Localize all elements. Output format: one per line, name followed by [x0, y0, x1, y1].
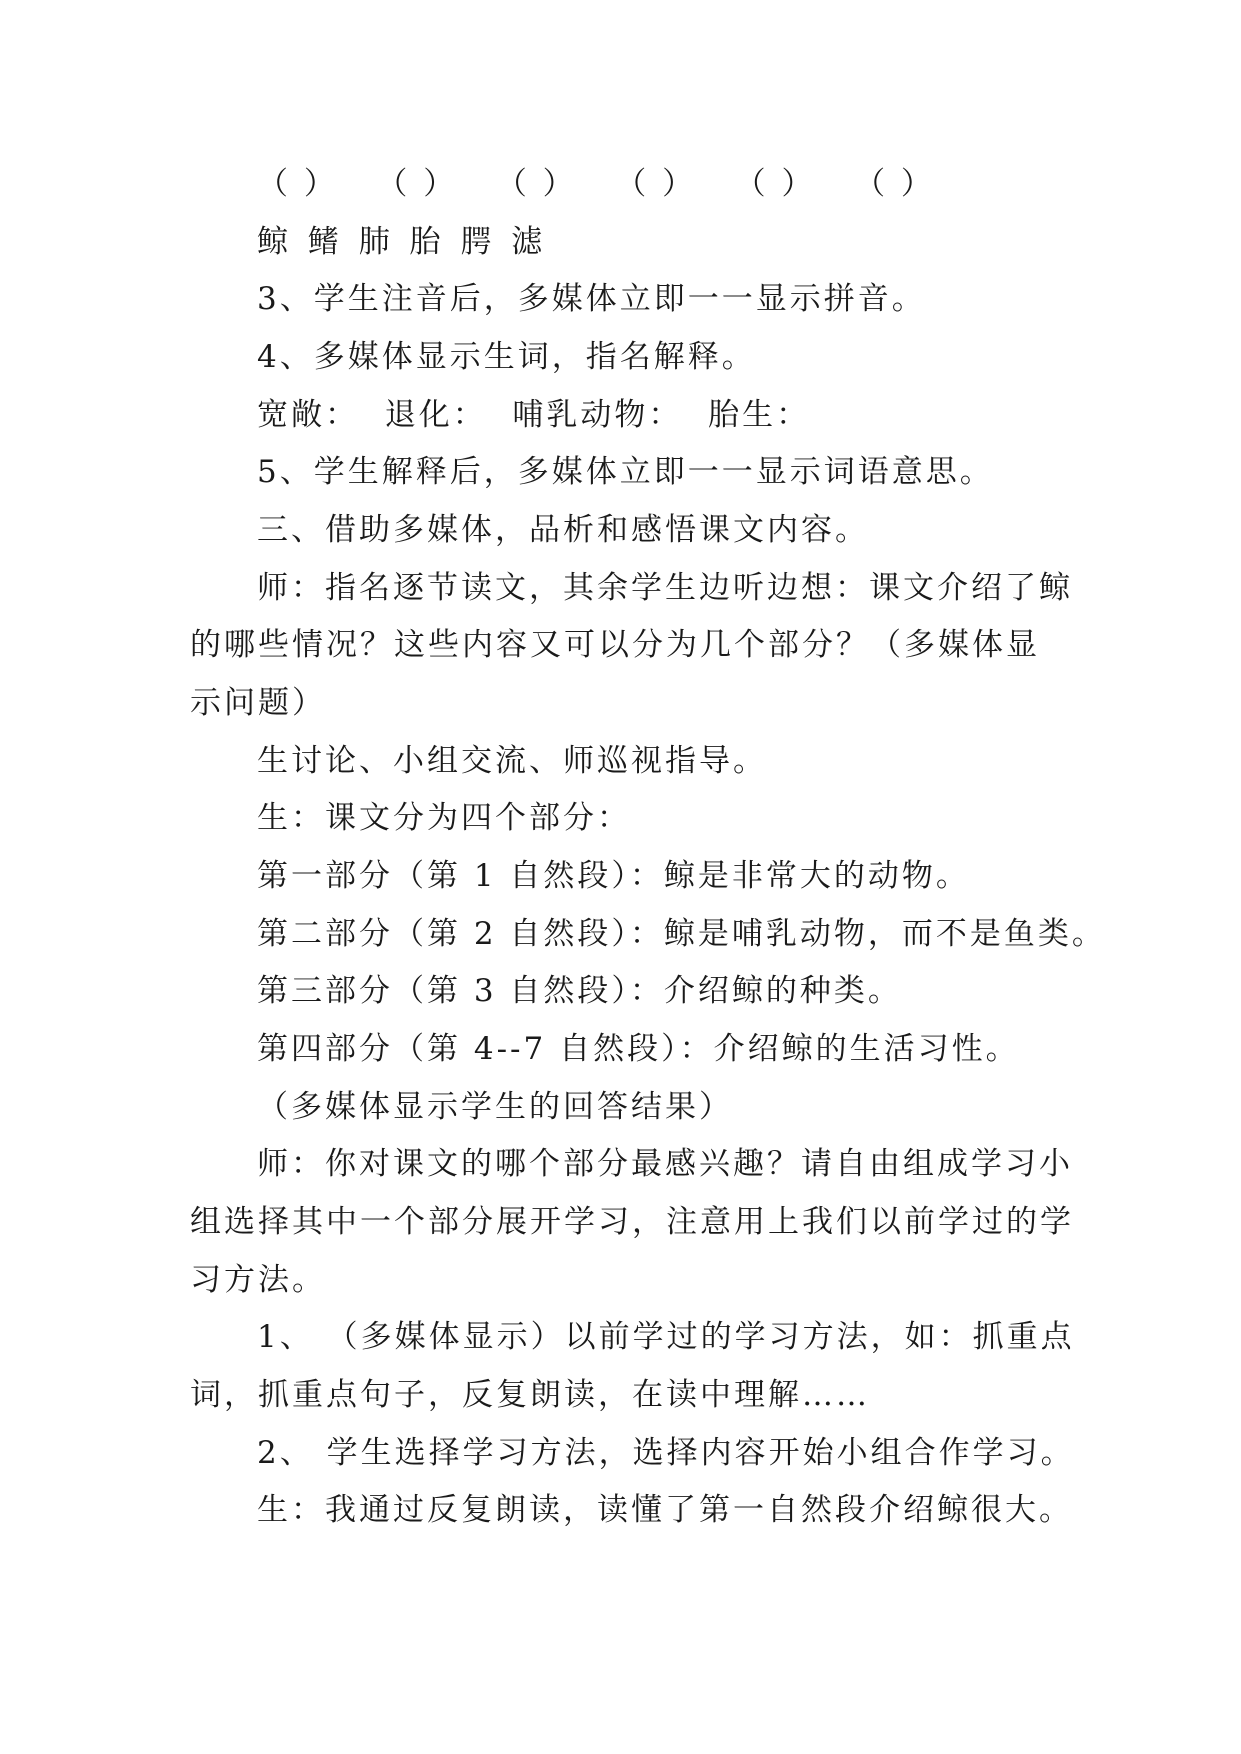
list-item: 第一部分（第 1 自然段）：鲸是非常大的动物。: [257, 858, 970, 894]
vocab-words-row: 宽敞： 退化： 哺乳动物： 胎生：: [257, 397, 811, 433]
paragraph-line: 组选择其中一个部分展开学习，注意用上我们以前学过的学: [190, 1204, 1074, 1240]
paragraph-line: 生：我通过反复朗读，读懂了第一自然段介绍鲸很大。: [257, 1492, 1073, 1528]
list-item: 第三部分（第 3 自然段）：介绍鲸的种类。: [257, 973, 902, 1009]
paragraph-line: 生讨论、小组交流、师巡视指导。: [257, 743, 767, 779]
list-item: 第四部分（第 4--7 自然段）：介绍鲸的生活习性。: [257, 1031, 1020, 1067]
paragraph-line: 的哪些情况？这些内容又可以分为几个部分？（多媒体显: [190, 627, 1040, 663]
paragraph-line: 2、 学生选择学习方法，选择内容开始小组合作学习。: [257, 1435, 1075, 1471]
paragraph-line: 习方法。: [190, 1262, 326, 1298]
paragraph-line: 1、 （多媒体显示）以前学过的学习方法，如：抓重点: [257, 1319, 1075, 1355]
paragraph-line: 师：指名逐节读文，其余学生边听边想：课文介绍了鲸: [257, 570, 1073, 606]
paragraph-line: 示问题）: [190, 685, 326, 721]
paragraph-line: 词，抓重点句子，反复朗读，在读中理解……: [190, 1377, 870, 1413]
paragraph-line: 生：课文分为四个部分：: [257, 800, 631, 836]
paragraph-line: （多媒体显示学生的回答结果）: [257, 1089, 733, 1125]
section-heading: 三、借助多媒体，品析和感悟课文内容。: [257, 512, 869, 548]
paragraph-line: 3、学生注音后，多媒体立即一一显示拼音。: [257, 281, 926, 317]
vocab-characters-row: 鲸 鳍 肺 胎 腭 滤: [257, 224, 548, 260]
paragraph-line: 5、学生解释后，多媒体立即一一显示词语意思。: [257, 454, 994, 490]
pinyin-blanks-row: （ ） （ ） （ ） （ ） （ ） （ ）: [257, 166, 935, 202]
list-item: 第二部分（第 2 自然段）：鲸是哺乳动物，而不是鱼类。: [257, 916, 1106, 952]
paragraph-line: 4、多媒体显示生词，指名解释。: [257, 339, 756, 375]
paragraph-line: 师：你对课文的哪个部分最感兴趣？请自由组成学习小: [257, 1146, 1073, 1182]
